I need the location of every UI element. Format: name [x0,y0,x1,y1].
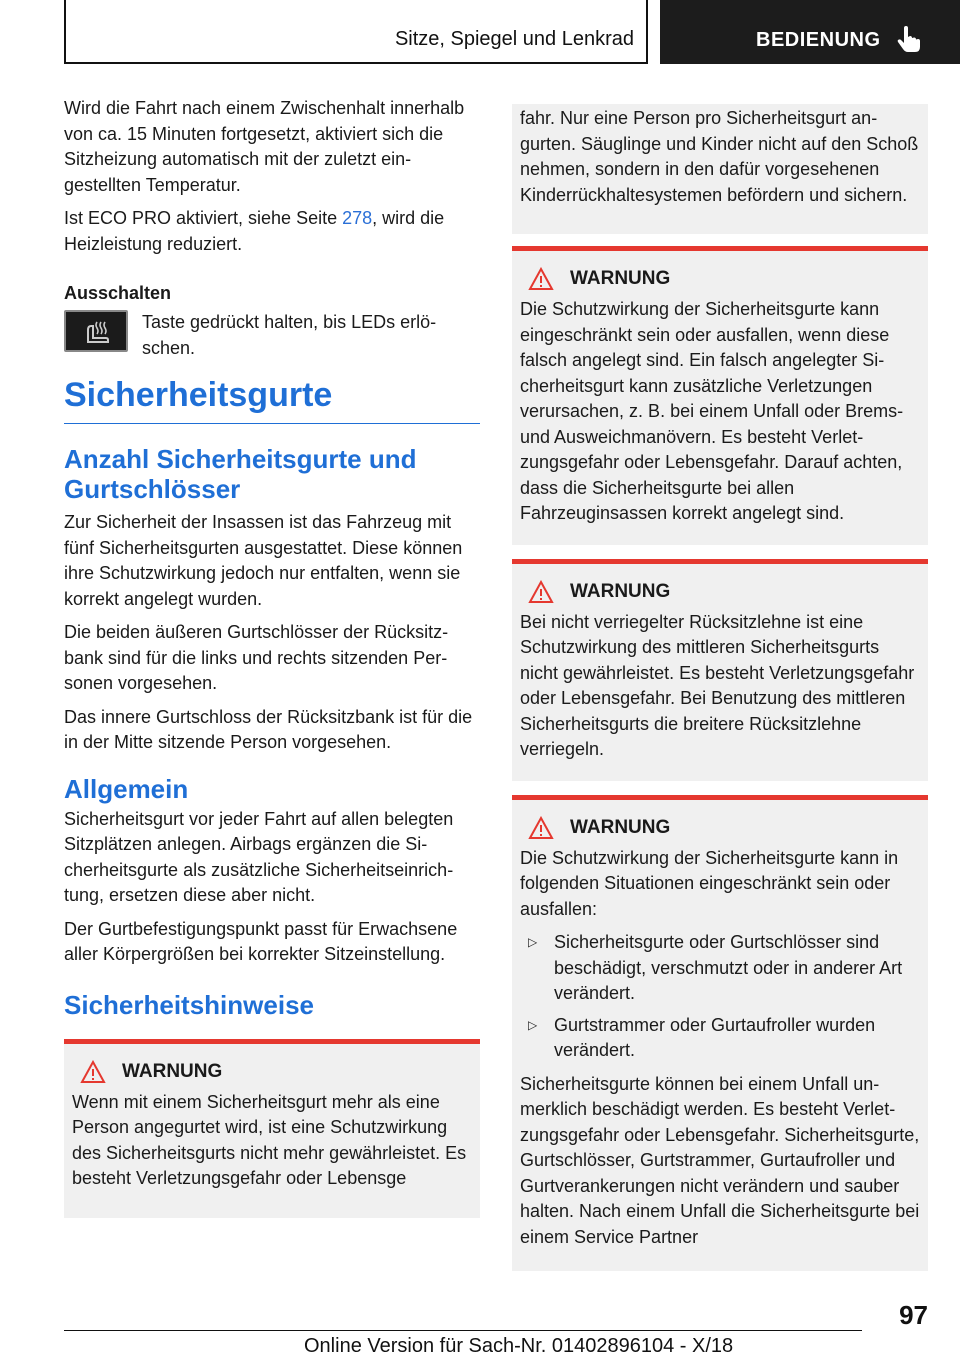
paragraph: Die beiden äußeren Gurtschlösser der Rücksitzbank sind für die links und rechts sitzenden Personen vorgesehen. [64,622,449,693]
left-column [64,96,480,1232]
warning-header [520,580,920,604]
header-tab [64,0,648,64]
warning-title: WARNUNG [122,1060,223,1082]
paragraph: Das innere Gurtschloss der Rücksitzbank ist für die in der Mitte sitzende Person vorgesehen. [64,706,473,752]
paragraph: Wird die Fahrt nach einem Zwischenhalt innerhalb von ca. 15 Minuten fortgesetzt, aktiviert sich die Sitzheizung automatisch mit der zuletzt eingestellten Temperatur. [64,98,465,195]
warning-box [64,1039,480,1218]
seat-heating-off-row [64,310,480,358]
warning-triangle-icon [528,816,554,840]
warning-title: WARNUNG [570,268,671,289]
list-item: ▷ Sicherheitsgurte oder Gurtschlösser sind beschädigt, verschmutzt oder in anderer Art verändert. [554,930,920,1007]
paragraph: Der Gurtbefestigungspunkt passt für Erwachsene aller Körpergrößen bei korrekter Sitzeinstellung. [64,918,458,964]
warning-title: WARNUNG [570,580,671,602]
section-title: BEDIENUNG [756,29,881,51]
warning-text: Wenn mit einem Sicherheitsgurt mehr als eine Person angegurtet wird, ist eine Schutzwirkung des Sicherheitsgurts nicht mehr gewährleistet. Es besteht Verletzungsgefahr oder Lebensge [72,1091,467,1188]
warning-list [520,930,920,1064]
warning-box [512,559,928,781]
paragraph: Zur Sicherheit der Insassen ist das Fahrzeug mit fünf Sicherheitsgurten ausgestattet. Diese können ihre Schutzwirkung jedoch nur entfalten, wenn sie korrekt angelegt wurden. [64,512,463,609]
subheading-off: Ausschalten [64,283,172,303]
footer-divider [64,1330,862,1331]
warning-header [520,816,920,840]
heading-safety: Sicherheitshinweise [64,989,314,1020]
warning-triangle-icon [80,1060,106,1084]
chapter-title: Sitze, Spiegel und Lenkrad [394,28,634,50]
page-link-278[interactable]: 278 [342,208,373,228]
warning-continuation [512,104,928,234]
text: , wird die Heizleistung reduziert. [64,208,445,254]
list-item: ▷ Gurtstrammer oder Gurtaufroller wurden verändert. [554,1013,920,1064]
warning-triangle-icon [528,267,554,291]
warning-text: Die Schutzwirkung der Sicherheitsgurte kann in folgenden Situationen eingeschränkt sein oder ausfallen: [520,847,899,919]
right-column [512,104,928,1271]
warning-title: WARNUNG [570,816,671,838]
warning-header [72,1060,472,1084]
warning-box [512,246,928,545]
section-tab [660,0,960,64]
warning-box [512,795,928,1271]
warning-text: fahr. Nur eine Person pro Sicherheitsgurt angurten. Säuglinge und Kinder nicht auf den Schoß nehmen, sondern in den dafür vorgesehenen Kinderrückhaltesystemen befördern und sichern. [520,108,919,205]
warning-triangle-icon [528,580,554,604]
seat-heating-button-image [64,310,128,352]
seat-heating-icon [66,312,126,350]
hand-pointer-icon [894,24,924,54]
paragraph: Sicherheitsgurt vor jeder Fahrt auf allen belegten Sitzplätzen anlegen. Airbags ergänzen die Sicherheitsgurte als zusätzliche Sicherheitseinrichtung, ersetzen diese aber nicht. [64,808,454,905]
paragraph [64,206,480,257]
heading-general: Allgemein [64,773,189,804]
warning-text: Sicherheitsgurte können bei einem Unfall unmerklich beschädigt werden. Es besteht Verletzungsgefahr oder Lebensgefahr. Sicherheitsgurte, Gurtschlösser, Gurtstrammer, Gurtaufroller und Gurtverankerungen nicht verändern und sauber halten. Nach einem Unfall die Sicherheitsgurte bei einem Service Partner [520,1073,920,1247]
off-instruction: Taste gedrückt halten, bis LEDs erlöschen. [142,312,437,358]
text: Ist ECO PRO aktiviert, siehe Seite [64,208,343,228]
heading-seatbelts: Sicherheitsgurte [64,376,480,424]
warning-text: Die Schutzwirkung der Sicherheitsgurte kann eingeschränkt sein oder ausfallen, wenn diese falsch angelegt sind. Ein falsch angelegter Sicherheitsgurt kann zusätzliche Verletzungen verursachen, z. B. bei einem Unfall oder Brems- und Ausweichmanövern. Es besteht Verletzungsgefahr oder Lebensgefahr. Darauf achten, dass die Sicherheitsgurte bei allen Fahrzeuginsassen korrekt angelegt sind. [520,299,904,523]
page-number: 97 [899,1300,928,1330]
heading-count: Anzahl Sicherheitsgurte und Gurtschlösser [64,444,417,504]
footer-text: Online Version für Sach-Nr. 01402896104 - X/18 [304,1335,734,1357]
warning-header [520,267,920,291]
warning-text: Bei nicht verriegelter Rücksitzlehne ist eine Schutzwirkung des mittleren Sicherheitsgurts nicht gewährleistet. Es besteht Verletzungsgefahr oder Lebensgefahr. Bei Benutzung des mittleren Sicherheitsgurts die breitere Rücksitzlehne verriegeln. [520,611,915,759]
